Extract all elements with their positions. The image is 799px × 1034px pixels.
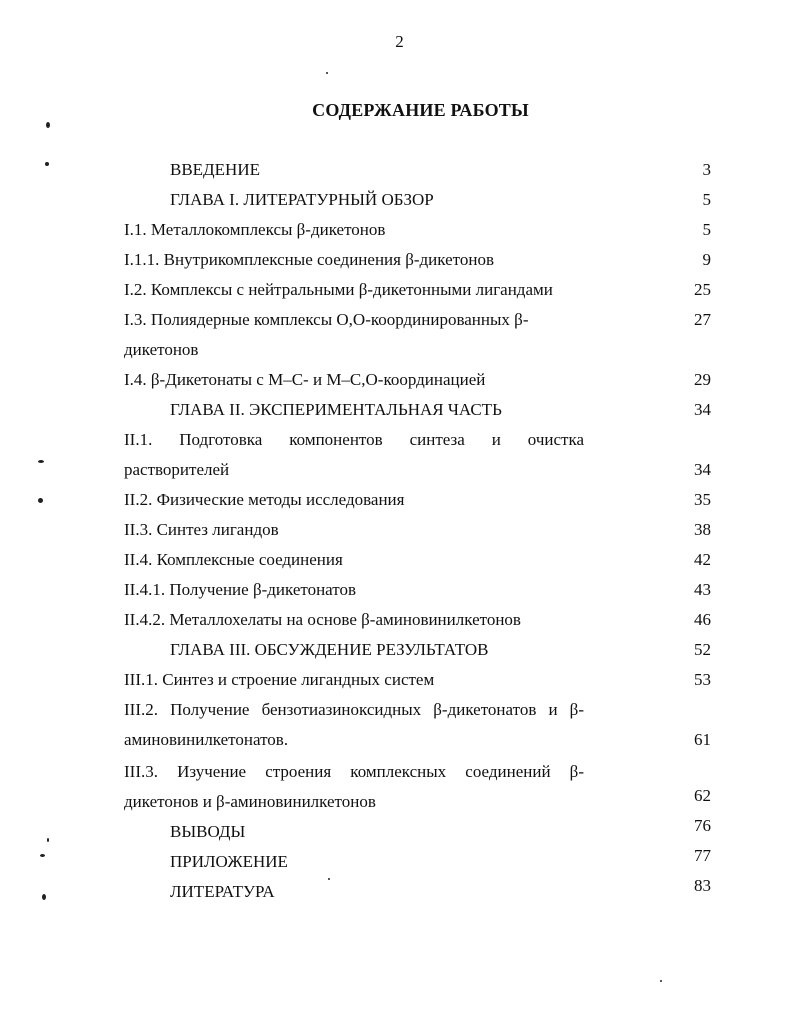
toc-entry-page: 34 xyxy=(694,400,711,419)
toc-entry-page: 52 xyxy=(694,640,711,659)
toc-entry-text: ГЛАВА II. ЭКСПЕРИМЕНТАЛЬНАЯ ЧАСТЬ xyxy=(170,400,502,419)
toc-entry-page: 42 xyxy=(694,550,711,569)
scan-speck xyxy=(40,854,45,857)
toc-entry-text: I.1.1. Внутрикомплексные соединения β-дикетонов xyxy=(124,250,494,269)
scan-speck xyxy=(47,838,49,842)
scan-speck xyxy=(42,894,46,900)
toc-entry-text: III.3. Изучение строения комплексных соединений β- xyxy=(124,762,584,781)
scan-speck xyxy=(45,162,49,166)
toc-entry-text: растворителей xyxy=(124,460,230,479)
toc-entry-text: дикетонов и β-аминовинилкетонов xyxy=(124,792,376,811)
scan-speck xyxy=(660,980,662,982)
scan-speck xyxy=(38,498,43,503)
toc-entry-page: 27 xyxy=(694,310,711,329)
toc-entry-text: ЛИТЕРАТУРА xyxy=(170,882,275,901)
toc-entry-text: II.1. Подготовка компонентов синтеза и очистка xyxy=(124,430,584,449)
toc-entry-text: I.3. Полиядерные комплексы O,O-координированных β- xyxy=(124,310,529,329)
scan-speck xyxy=(326,72,328,74)
toc-entry-page: 46 xyxy=(694,610,711,629)
toc-entry-page: 43 xyxy=(694,580,711,599)
toc-entry-page: 62 xyxy=(694,786,711,805)
toc-entry-text: III.1. Синтез и строение лигандных систем xyxy=(124,670,435,689)
toc-entry-text: II.4. Комплексные соединения xyxy=(124,550,343,569)
toc-entry-page: 9 xyxy=(702,250,711,269)
toc-entry-page: 77 xyxy=(694,846,711,865)
toc-entry-text: ГЛАВА III. ОБСУЖДЕНИЕ РЕЗУЛЬТАТОВ xyxy=(170,640,489,659)
toc-entry-page: 38 xyxy=(694,520,711,539)
toc-entry-page: 61 xyxy=(694,730,711,749)
toc-entry-text: I.4. β-Дикетонаты с M–C- и M–C,O-координацией xyxy=(124,370,486,389)
toc-entry-text: I.1. Металлокомплексы β-дикетонов xyxy=(124,220,386,239)
toc-entry-page: 3 xyxy=(702,160,711,179)
toc-entry-text: II.3. Синтез лигандов xyxy=(124,520,279,539)
toc-entry-text: ВЫВОДЫ xyxy=(170,822,246,841)
toc-entry-text: ГЛАВА I. ЛИТЕРАТУРНЫЙ ОБЗОР xyxy=(170,190,434,209)
scan-speck xyxy=(46,122,50,128)
document-title: СОДЕРЖАНИЕ РАБОТЫ xyxy=(312,100,529,120)
toc-entry-page: 76 xyxy=(694,816,711,835)
toc-entry-text: ПРИЛОЖЕНИЕ xyxy=(170,852,288,871)
toc-entry-page: 29 xyxy=(694,370,711,389)
toc-entry-text: II.4.2. Металлохелаты на основе β-аминовинилкетонов xyxy=(124,610,521,629)
page-number: 2 xyxy=(395,32,404,51)
toc-entry-page: 5 xyxy=(702,190,711,209)
toc-entry-text: I.2. Комплексы с нейтральными β-дикетонными лигандами xyxy=(124,280,553,299)
toc-entry-page: 25 xyxy=(694,280,711,299)
toc-entry-text: аминовинилкетонатов. xyxy=(124,730,289,749)
toc-entry-page: 83 xyxy=(694,876,711,895)
toc-entry-page: 34 xyxy=(694,460,711,479)
scan-speck xyxy=(328,878,330,880)
toc-entry-text: дикетонов xyxy=(124,340,199,359)
toc-entry-page: 53 xyxy=(694,670,711,689)
scan-speck xyxy=(38,460,44,463)
toc-entry-page: 35 xyxy=(694,490,711,509)
toc-entry-text: II.4.1. Получение β-дикетонатов xyxy=(124,580,357,599)
toc-entry-text: II.2. Физические методы исследования xyxy=(124,490,405,509)
toc-entry-text: ВВЕДЕНИЕ xyxy=(170,160,260,179)
toc-entry-page: 5 xyxy=(702,220,711,239)
toc-entry-text: III.2. Получение бензотиазиноксидных β-дикетонатов и β- xyxy=(124,700,584,719)
